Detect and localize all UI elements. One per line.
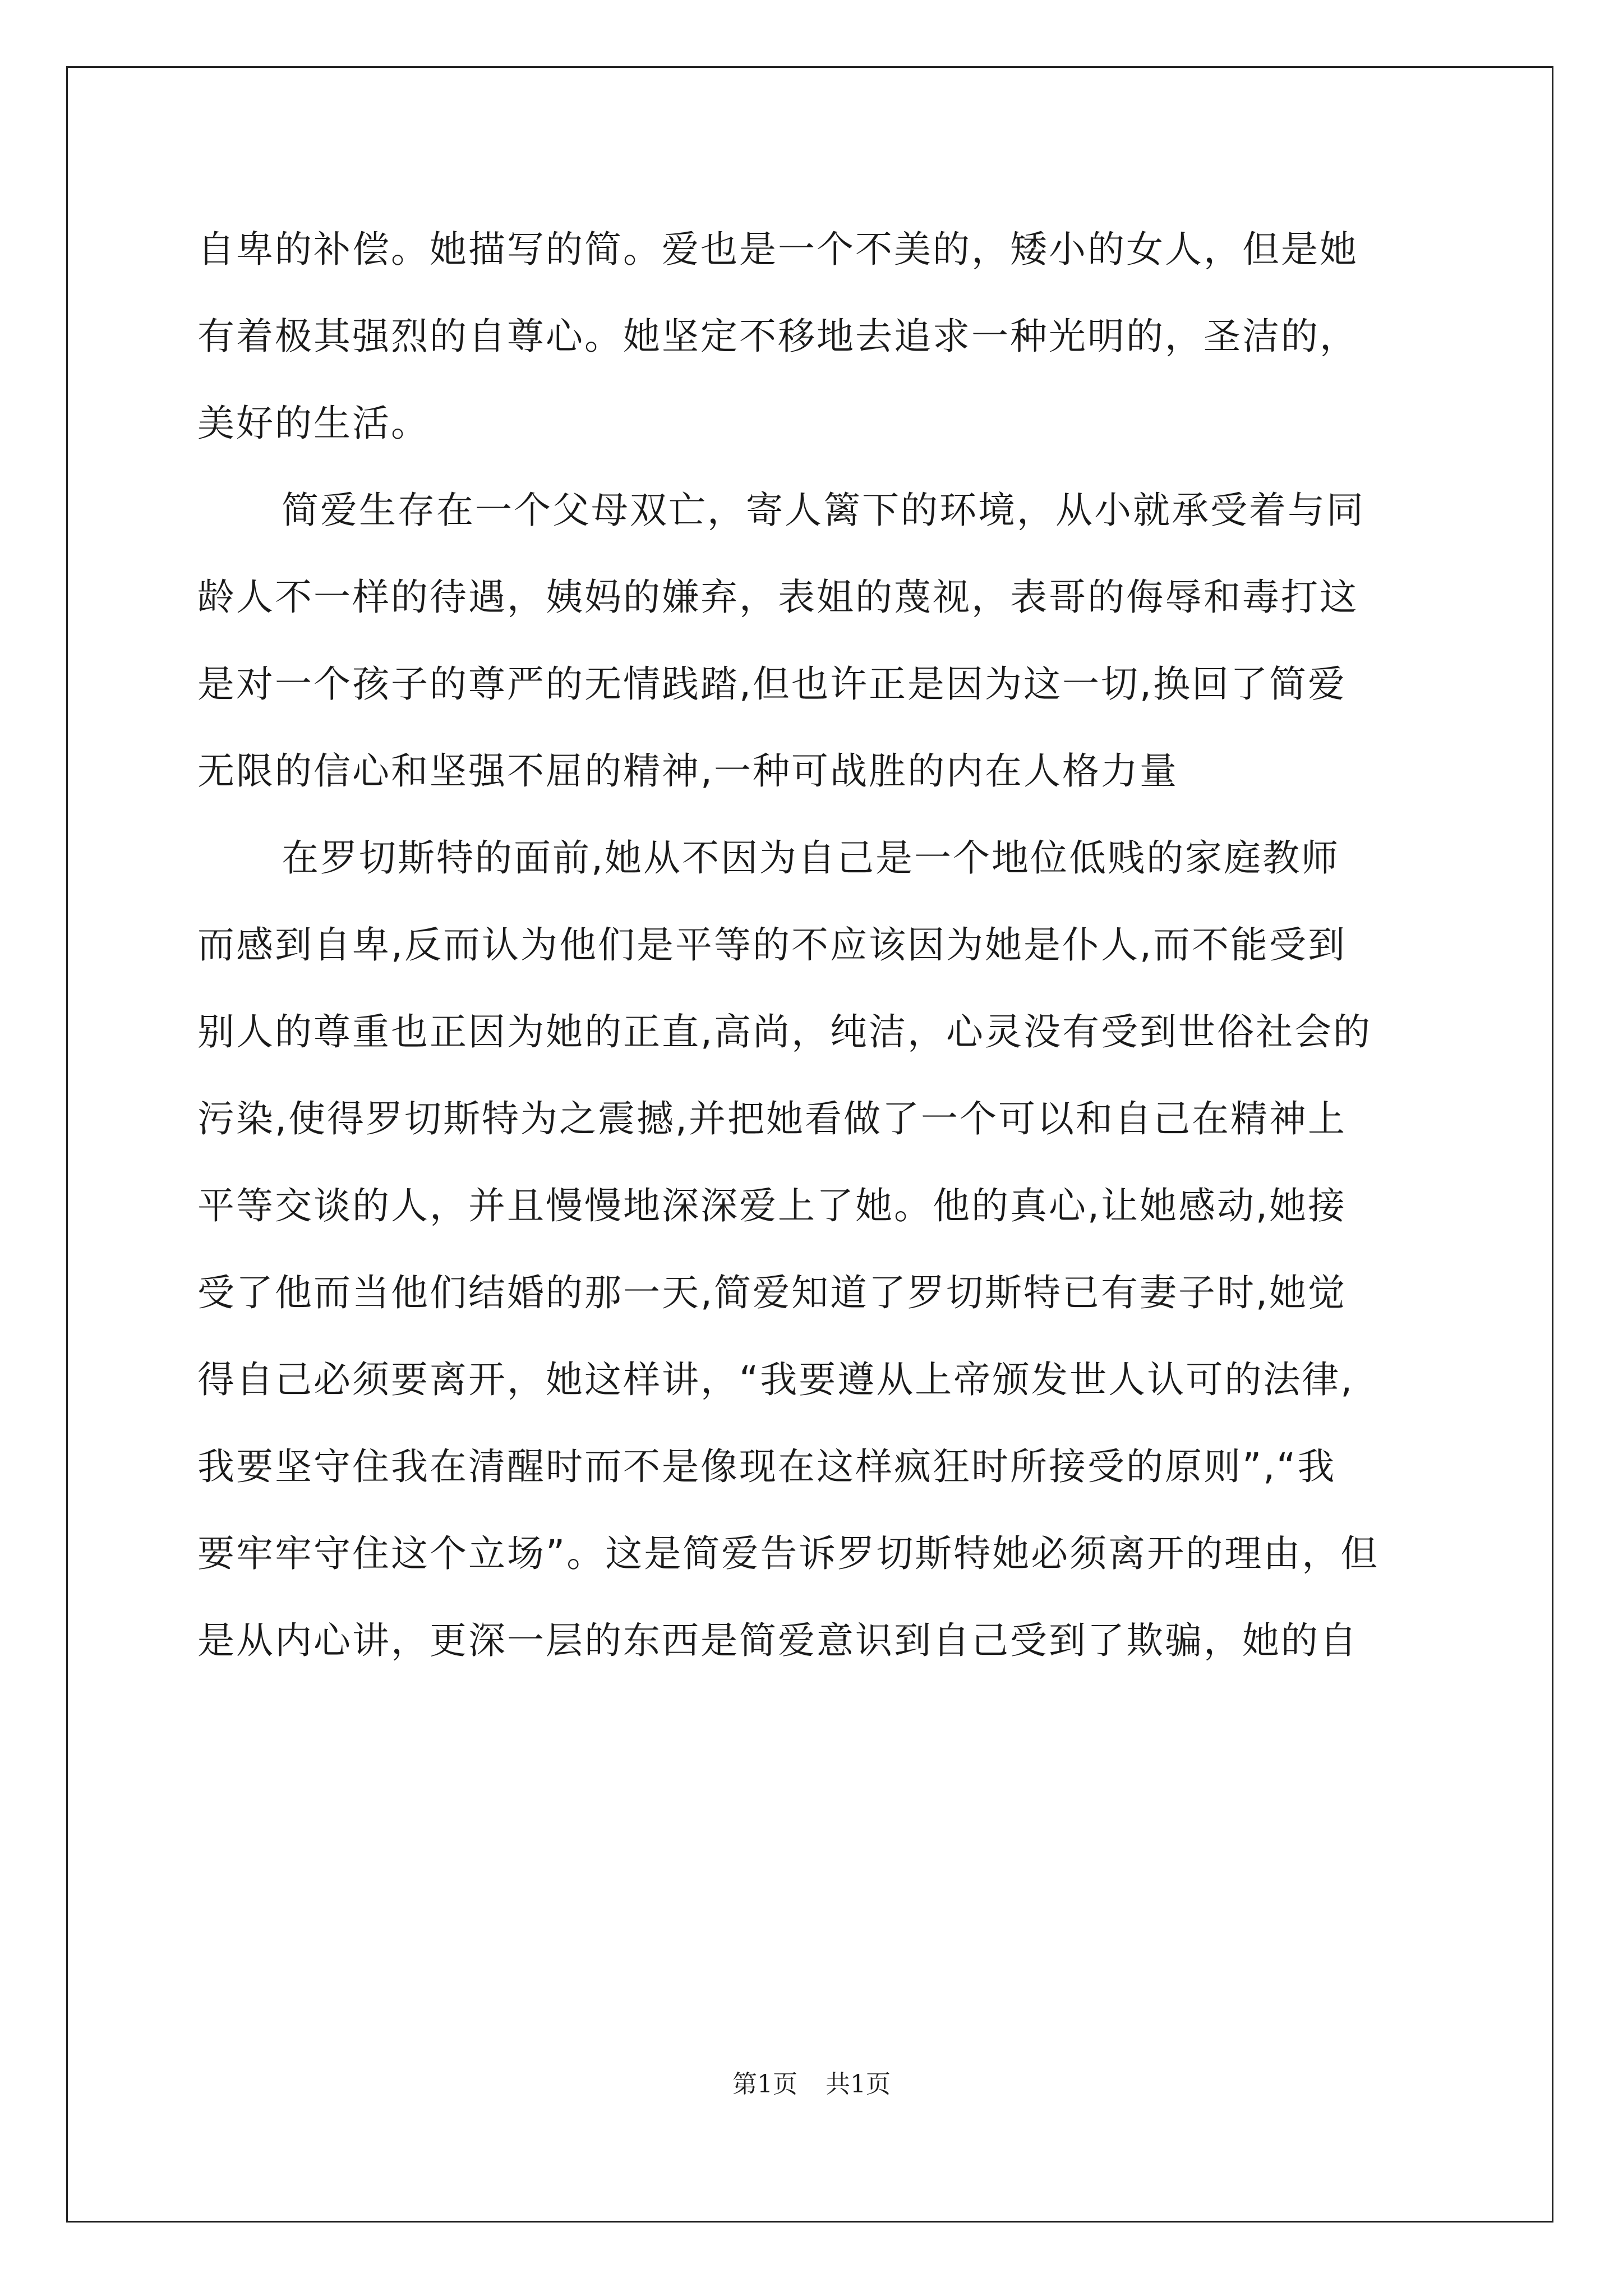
text-line: 是对一个孩子的尊严的无情践踏,但也许正是因为这一切,换回了简爱 [197,662,1347,706]
text-line: 污染,使得罗切斯特为之震撼,并把她看做了一个可以和自己在精神上 [197,1097,1347,1140]
page-footer [0,2072,1623,2097]
text-line: 在罗切斯特的面前,她从不因为自己是一个地位低贱的家庭教师 [282,836,1340,880]
text-line: 有着极其强烈的自尊心。她坚定不移地去追求一种光明的，圣洁的， [197,315,1358,358]
text-line: 是从内心讲，更深一层的东西是简爱意识到自己受到了欺骗，她的自 [197,1619,1358,1662]
text-line: 自卑的补偿。她描写的简。爱也是一个不美的，矮小的女人，但是她 [197,228,1358,271]
page-total: 共1页 [826,2070,891,2099]
text-line: 要牢牢守住这个立场”。这是简爱告诉罗切斯特她必须离开的理由，但 [197,1532,1380,1575]
text-line: 平等交谈的人，并且慢慢地深深爱上了她。他的真心,让她感动,她接 [197,1184,1347,1227]
page-number: 第1页 [732,2070,797,2099]
text-line: 简爱生存在一个父母双亡，寄人篱下的环境，从小就承受着与同 [282,489,1365,532]
text-line: 美好的生活。 [197,402,430,445]
text-line: 我要坚守住我在清醒时而不是像现在这样疯狂时所接受的原则”,“我 [197,1445,1336,1488]
text-line: 龄人不一样的待遇，姨妈的嫌弃，表姐的蔑视，表哥的侮辱和毒打这 [197,576,1358,619]
text-line: 无限的信心和坚强不屈的精神,一种可战胜的内在人格力量 [197,749,1178,793]
text-line: 受了他而当他们结婚的那一天,简爱知道了罗切斯特已有妻子时,她觉 [197,1271,1347,1314]
page-border [66,66,1553,2223]
text-line: 得自己必须要离开，她这样讲，“我要遵从上帝颁发世人认可的法律, [197,1358,1354,1401]
text-line: 而感到自卑,反而认为他们是平等的不应该因为她是仆人,而不能受到 [197,923,1347,967]
text-line: 别人的尊重也正因为她的正直,高尚，纯洁，心灵没有受到世俗社会的 [197,1010,1372,1053]
